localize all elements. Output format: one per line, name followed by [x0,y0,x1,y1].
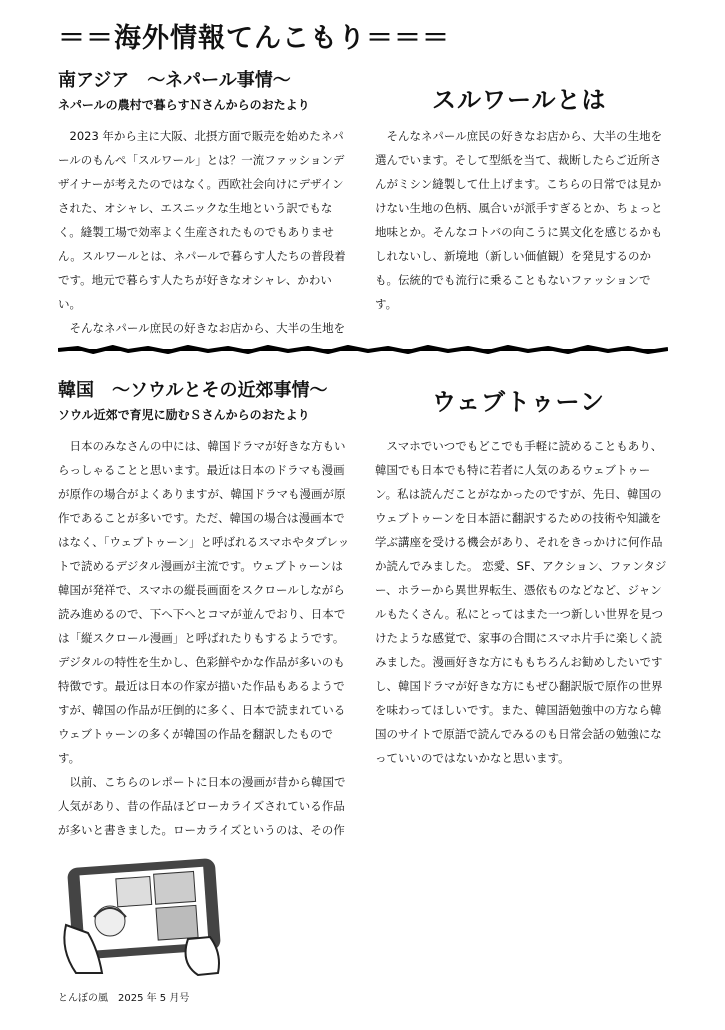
masthead-title: ＝＝海外情報てんこもり＝＝＝ [58,23,450,54]
article-heading-webtoon: ウェブトゥーン [432,388,605,416]
section-divider [58,342,668,358]
article-column-right [375,124,669,316]
article-paragraph: そんなネパール庶民の好きなお店から、大半の生地を [69,321,346,335]
section-title-nepal: 南アジア 〜ネパール事情〜 [58,70,291,91]
article-paragraph: スマホでいつでもどこでも手軽に読めることもあり、韓国でも日本でも特に若者に人気のあるウェブトゥーン。私は読んだことがなかったのですが、先日、韓国のウェブトゥーンを日本語に翻訳するための技術や知識を学ぶ講座を受ける機会があり、それをきっかけに何作品か読んでみました。 恋愛、SF、アクション、ファンタジー、ホラーから異世界転生、憑依ものなどなど、ジャンルもたくさん。私にとってはまた一つ新しい世界を見つけたような感覚で、家事の合間にスマホ片手に楽しく読みました。漫画好きな方にももちろんお勧めしたいですし、韓国ドラマが好きな方にもぜひ翻訳版で原作の世界を味わってほしいです。また、韓国語勉強中の方なら韓国のサイトで原語で読んでみるのも日常会話の勉強になっていいのではないかなと思います。 [375,439,667,765]
article-paragraph: 日本のみなさんの中には、韓国ドラマが好きな方もいらっしゃることと思います。最近は日本のドラマも漫画が原作の場合がよくありますが、韓国ドラマも漫画が原作であることが多いです。ただ、韓国の場合は漫画本ではなく、「ウェブトゥーン」と呼ばれるスマホやタブレットで読めるデジタル漫画が主流です。ウェブトゥーンは韓国が発祥で、スマホの縦長画面をスクロールしながら読み進めるので、下へ下へとコマが並んでおり、日本では「縦スクロール漫画」と呼ばれたりもするようです。デジタルの特性を生かし、色彩鮮やかな作品が多いのも特徴です。最近は日本の作家が描いた作品もあるようですが、韓国の作品が圧倒的に多く、日本で読まれているウェブトゥーンの多くが韓国の作品を翻訳したものです。 [58,439,350,765]
article-column-left [58,124,352,340]
section-subtitle-korea: ソウル近郊で育児に励むＳさんからのおたより [58,408,310,422]
article-column-right-korea [375,434,669,962]
article-column-left-narrow [232,842,352,962]
article-column-left-korea [58,434,352,842]
article-paragraph: 2023 年から主に大阪、北摂方面で販売を始めたネパールのもんぺ「スルワール」とは？一流ファッションデザイナーが考えたのではなく。西欧社会向けにデザインされた、オシャレ、エスニックな生地という訳でもなく。縫製工場で効率よく生産されたものでもありません。スルワールとは、ネパールで暮らす人たちの普段着です。地元で暮らす人たちが好きなオシャレ、かわいい。 [58,129,346,311]
article-paragraph-flow: そんなネパール庶民の好きなお店から、大半の生地を選んでいます。そして型紙を当て、裁断したらご近所さんがミシン縫製して仕上げます。こちらの日常では見かけない生地の色柄、風合いが派手すぎるとか、ちょっと地味とか。そんなコトバの向こうに異文化を感じるかもしれないし、新境地（新しい価値観）を発見するのかも。伝統的でも流行に乗ることもないファッションです。 [375,129,663,311]
article-heading-surwal: スルワールとは [432,86,607,114]
footer-issue: とんぼの風 2025 年 5 月号 [58,993,190,1004]
section-title-korea: 韓国 〜ソウルとその近郊事情〜 [58,380,328,401]
section-subtitle-nepal: ネパールの農村で暮らすＮさんからのおたより [58,98,310,112]
tablet-illustration [58,855,223,980]
article-paragraph: 以前、こちらのレポートに日本の漫画が昔から韓国で人気があり、昔の作品ほどローカライズされている作品が多いと書きました。ローカライズというのは、その作 [58,775,346,837]
